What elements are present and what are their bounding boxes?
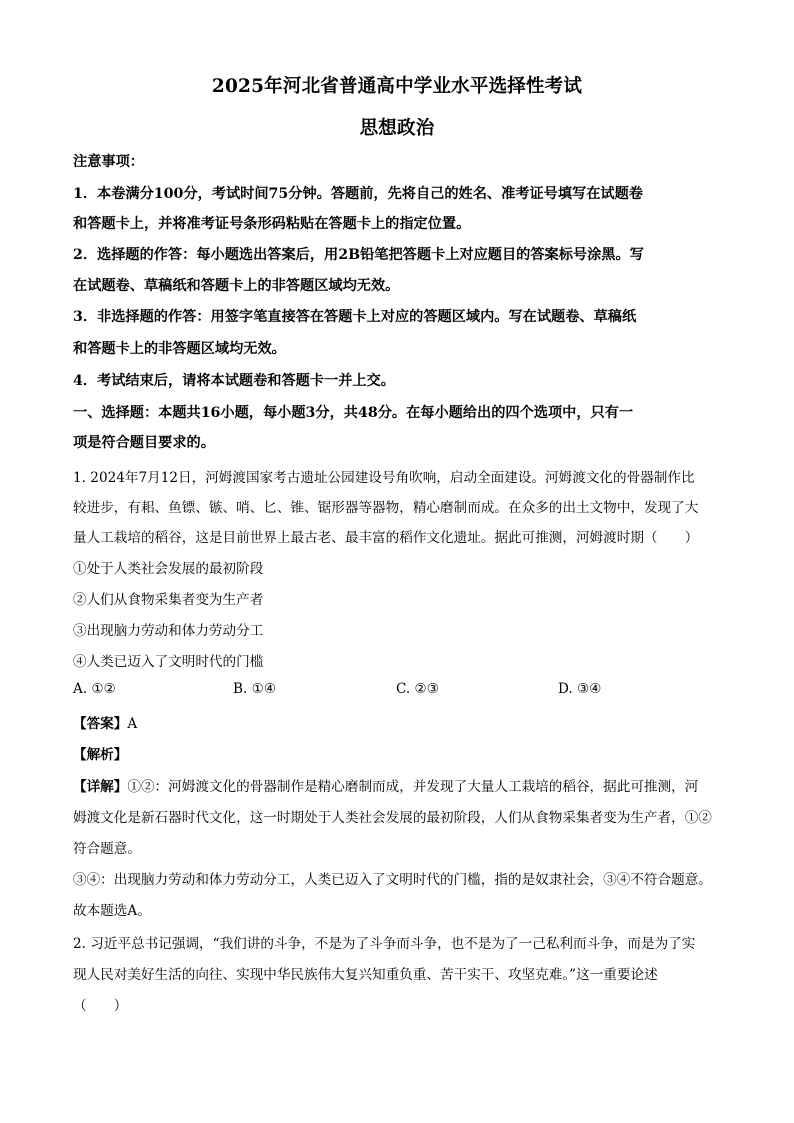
q1-answer xyxy=(73,712,733,732)
q2-stem-line: （ ） xyxy=(73,998,128,1014)
detail-text: ①②：河姆渡文化的骨器制作是精心磨制而成，并发现了大量人工栽培的稻谷，据此可推测，河 xyxy=(127,779,699,795)
q1-option-a: A. ①② xyxy=(73,681,116,697)
q1-statement: ④人类已迈入了文明时代的门槛 xyxy=(73,654,264,670)
answer-value: A xyxy=(127,716,138,732)
notes-line: 3．非选择题的作答：用签字笔直接答在答题卡上对应的答题区域内。写在试题卷、草稿纸 xyxy=(73,309,637,325)
q1-stem-line: 较进步，有耜、鱼镖、镞、哨、匕、锥、锯形器等器物，精心磨制而成。在众多的出土文物中，发现了大 xyxy=(73,500,699,516)
q2-stem-line: 2. 习近平总书记强调，“我们讲的斗争，不是为了斗争而斗争，也不是为了一己私利而斗争，而是为了实 xyxy=(73,936,696,952)
q1-detail-line: 故本题选A。 xyxy=(73,903,151,919)
section-heading: 一、选择题：本题共16小题，每小题3分，共48分。在每小题给出的四个选项中，只有一 xyxy=(73,405,634,421)
q1-option-d: D. ③④ xyxy=(558,681,602,697)
answer-tag: 【答案】 xyxy=(73,716,128,732)
exam-title: 2025年河北省普通高中学业水平选择性考试 xyxy=(211,76,583,97)
q1-stem-line: 1. 2024年7月12日，河姆渡国家考古遗址公园建设号角吹响，启动全面建设。河姆渡文化的骨器制作比 xyxy=(73,470,695,486)
notes-line: 4．考试结束后，请将本试题卷和答题卡一并上交。 xyxy=(73,373,395,389)
q1-analysis-heading xyxy=(73,743,733,763)
q1-detail-line: 符合题意。 xyxy=(73,841,141,857)
q1-detail-line: ③④：出现脑力劳动和体力劳动分工，人类已迈入了文明时代的门槛，指的是奴隶社会，③④不符合题意。 xyxy=(73,872,712,888)
q1-detail-line xyxy=(73,775,733,795)
analysis-tag: 【解析】 xyxy=(73,747,128,763)
q1-statement: ③出现脑力劳动和体力劳动分工 xyxy=(73,623,264,639)
section-heading-cont: 项是符合题目要求的。 xyxy=(73,435,215,451)
notes-line: 1．本卷满分100分，考试时间75分钟。答题前，先将自己的姓名、准考证号填写在试题卷 xyxy=(73,186,643,202)
q1-option-b: B. ①④ xyxy=(233,681,277,697)
q2-stem-line: 现人民对美好生活的向往、实现中华民族伟大复兴知重负重、苦干实干、攻坚克难。”这一重要论述 xyxy=(73,967,658,983)
notes-line: 和答题卡上，并将准考证号条形码粘贴在答题卡上的指定位置。 xyxy=(73,216,471,232)
detail-tag: 【详解】 xyxy=(73,779,128,795)
q1-stem-line: 量人工栽培的稻谷，这是目前世界上最古老、最丰富的稻作文化遗址。据此可推测，河姆渡时期（ ） xyxy=(73,530,699,546)
exam-subject: 思想政治 xyxy=(359,118,435,139)
notes-line: 和答题卡上的非答题区域均无效。 xyxy=(73,341,286,357)
notes-line: 2．选择题的作答：每小题选出答案后，用2B铅笔把答题卡上对应题目的答案标号涂黑。写 xyxy=(73,247,644,263)
q1-statement: ①处于人类社会发展的最初阶段 xyxy=(73,561,264,577)
q1-option-c: C. ②③ xyxy=(396,681,439,697)
notes-line: 在试题卷、草稿纸和答题卡上的非答题区域均无效。 xyxy=(73,278,400,294)
q1-statement: ②人们从食物采集者变为生产者 xyxy=(73,592,264,608)
notes-heading: 注意事项： xyxy=(73,154,144,170)
q1-detail-line: 姆渡文化是新石器时代文化，这一时期处于人类社会发展的最初阶段，人们从食物采集者变为生产者，①② xyxy=(73,810,712,826)
